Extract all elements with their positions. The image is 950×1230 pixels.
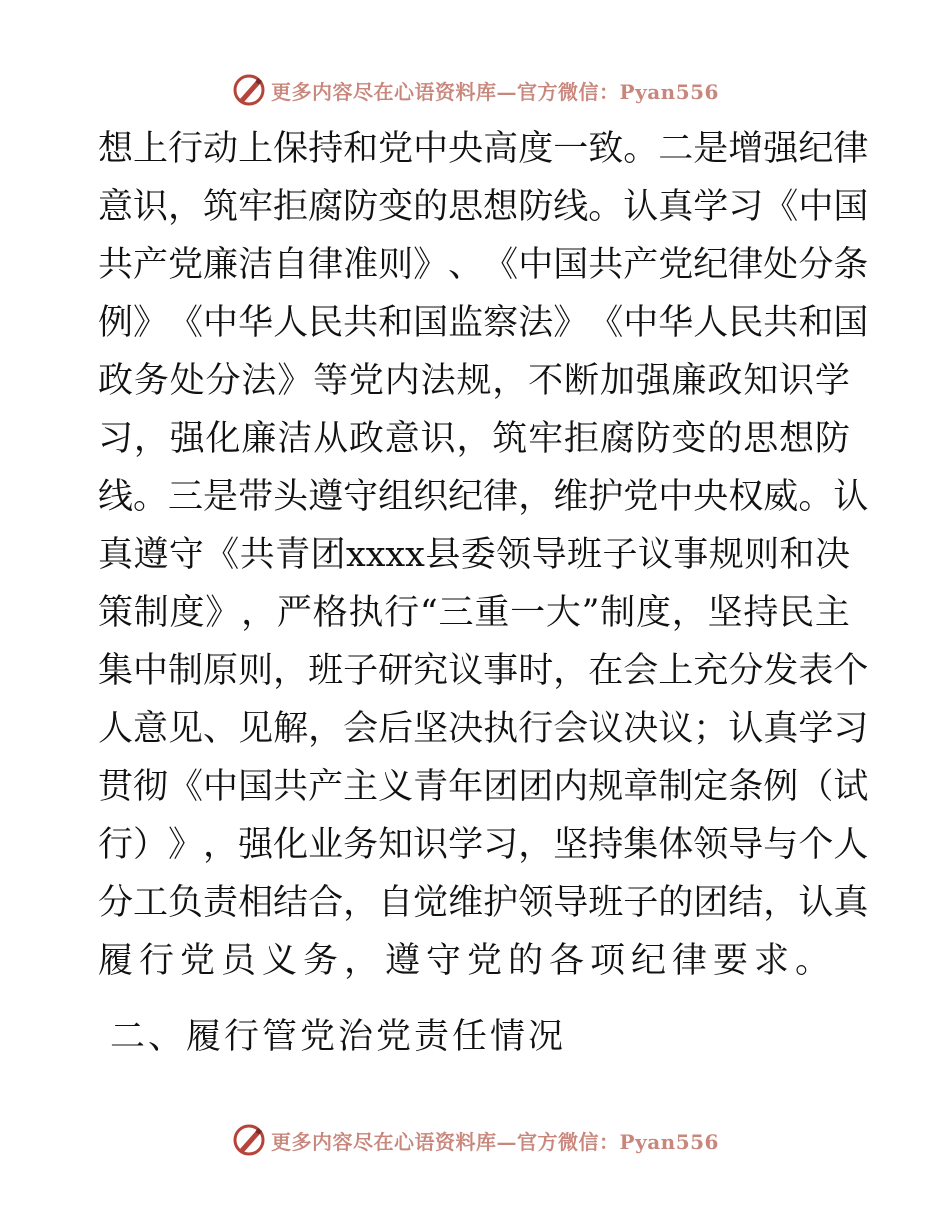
watermark-banner-bottom [0,1120,950,1160]
body-line: 人 意 见 、 见 解 ， 会 后 坚 决 执 行 会 议 决 议 ； 认 真 学 习 [98,709,869,749]
watermark-text: 更多内容尽在心语资料库—官方微信：Pyan556 [271,79,719,104]
body-line: 例 》 《 中 华 人 民 共 和 国 监 察 法 》 《 中 华 人 民 共 和 国 [98,303,869,343]
pen-logo-icon [231,72,267,108]
body-line: 线 。 三 是 带 头 遵 守 组 织 纪 律 ， 维 护 党 中 央 权 威 。 认 [98,477,869,517]
body-line: 贯 彻 《 中 国 共 产 主 义 青 年 团 团 内 规 章 制 定 条 例 （ 试 [98,767,869,807]
body-line: 想 上 行 动 上 保 持 和 党 中 央 高 度 一 致 。 二 是 增 强 纪 律 [98,129,869,169]
pen-logo-icon [231,1122,267,1158]
body-line: 习 ， 强 化 廉 洁 从 政 意 识 ， 筑 牢 拒 腐 防 变 的 思 想 防 [98,419,850,459]
body-line: 策 制 度 》 ， 严 格 执 行 “ 三 重 一 大 ” 制 度 ， 坚 持 民 主 [98,593,850,633]
document-body [98,120,869,990]
body-line: 分 工 负 责 相 结 合 ， 自 觉 维 护 领 导 班 子 的 团 结 ， 认 真 [98,883,869,923]
body-line: 共 产 党 廉 洁 自 律 准 则 》 、 《 中 国 共 产 党 纪 律 处 分 条 [98,245,869,285]
body-line: 政 务 处 分 法 》 等 党 内 法 规 ， 不 断 加 强 廉 政 知 识 学 [98,361,850,401]
body-line: 真 遵 守 《 共 青 团 xxxx 县 委 领 导 班 子 议 事 规 则 和 决 [98,535,850,575]
body-line: 履行党员义务，遵守党的各项纪律要求。 [98,941,837,981]
body-line: 集 中 制 原 则 ， 班 子 研 究 议 事 时 ， 在 会 上 充 分 发 表 个 [98,651,869,691]
watermark-text: 更多内容尽在心语资料库—官方微信：Pyan556 [271,1129,719,1154]
section-heading: 二、履行管党治党责任情况 [110,1017,567,1057]
body-line: 意 识 ， 筑 牢 拒 腐 防 变 的 思 想 防 线 。 认 真 学 习 《 中 国 [98,187,869,227]
watermark-banner-top [0,70,950,110]
body-line: 行 ） 》 ， 强 化 业 务 知 识 学 习 ， 坚 持 集 体 领 导 与 个 人 [98,825,869,865]
